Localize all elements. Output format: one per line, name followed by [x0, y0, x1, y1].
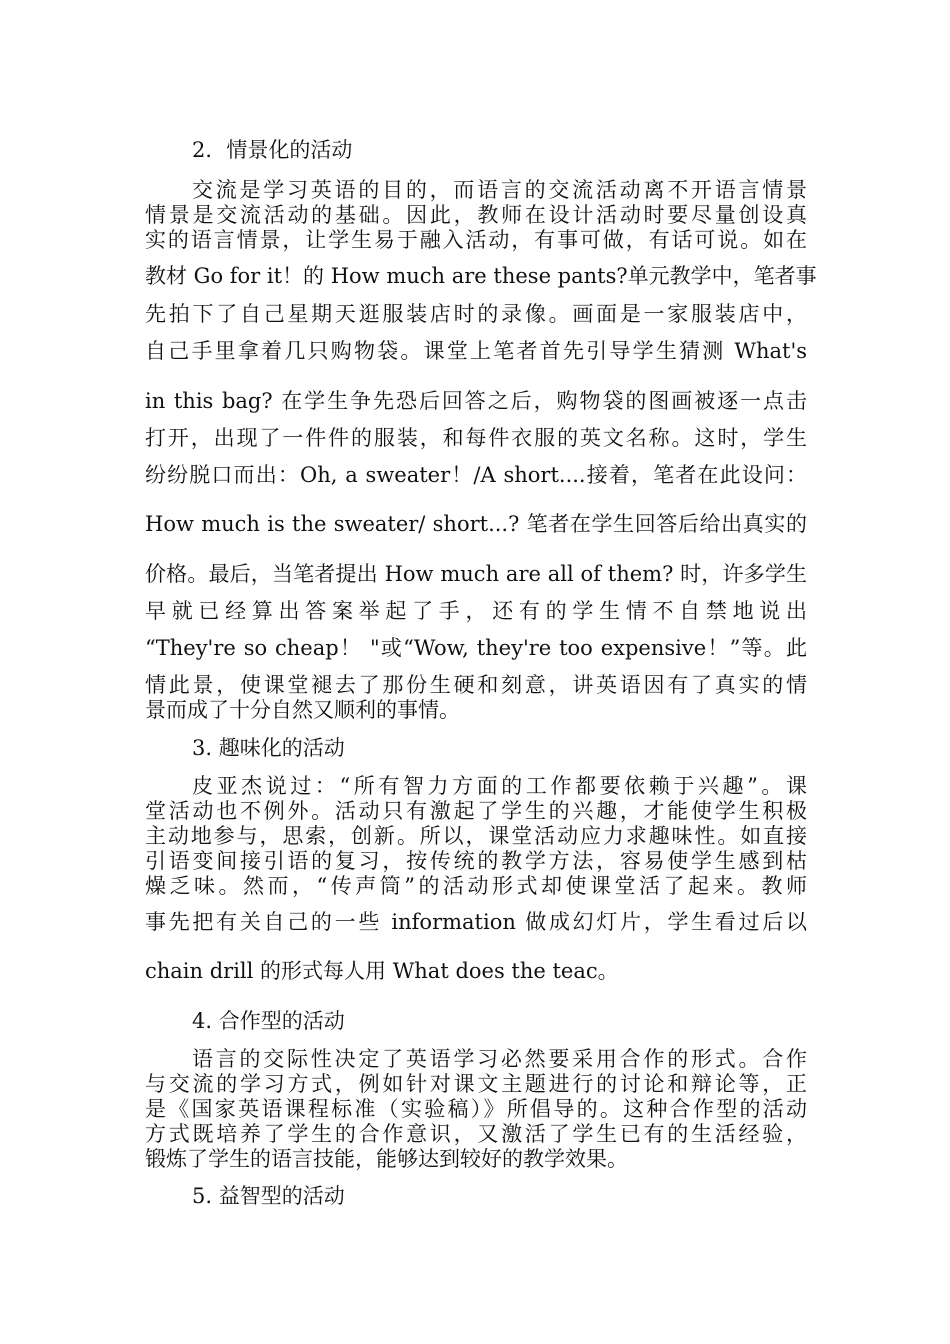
paragraph-line: 堂活动也不例外。活动只有激起了学生的兴趣，才能使学生积极	[145, 799, 807, 823]
paragraph-line: 景而成了十分自然又顺利的事情。	[145, 698, 460, 722]
paragraph-line: 实的语言情景，让学生易于融入活动，有事可做，有话可说。如在	[145, 228, 807, 252]
paragraph-line: 纷纷脱口而出：Oh, a sweater！/A short....接着，笔者在此设问：	[145, 463, 807, 487]
paragraph-line: 引语变间接引语的复习，按传统的教学方法，容易使学生感到枯	[145, 849, 807, 873]
paragraph-line: 价格。最后，当笔者提出 How much are all of them? 时，许多学生	[145, 562, 807, 586]
paragraph-line: 方式既培养了学生的合作意识，又激活了学生已有的生活经验，	[145, 1122, 807, 1146]
section-heading: 2．情景化的活动	[192, 138, 353, 162]
paragraph-line: 情此景，使课堂褪去了那份生硬和刻意，讲英语因有了真实的情	[145, 673, 807, 697]
paragraph-line: 打开，出现了一件件的服装，和每件衣服的英文名称。这时，学生	[145, 426, 807, 450]
paragraph-line: How much is the sweater/ short...? 笔者在学生回答后给出真实的	[145, 512, 807, 536]
paragraph-line: 是《国家英语课程标准（实验稿）》所倡导的。这种合作型的活动	[145, 1097, 807, 1121]
paragraph-line: 主动地参与，思索，创新。所以，课堂活动应力求趣味性。如直接	[145, 824, 807, 848]
paragraph-line: in this bag? 在学生争先恐后回答之后，购物袋的图画被逐一点击	[145, 389, 807, 413]
paragraph-line: “They're so cheap！ "或“Wow, they're too expensive！”等。此	[145, 636, 807, 660]
paragraph-line: chain drill 的形式每人用 What does the teac。	[145, 959, 619, 983]
paragraph-line: 交流是学习英语的目的，而语言的交流活动离不开语言情景	[192, 178, 807, 202]
paragraph-line: 燥乏味。然而，“传声筒”的活动形式却使课堂活了起来。教师	[145, 874, 807, 898]
section-heading: 3. 趣味化的活动	[192, 736, 345, 760]
paragraph-line: 教材 Go for it！的 How much are these pants?单元教学中，笔者事	[145, 264, 817, 288]
paragraph-line: 情景是交流活动的基础。因此，教师在设计活动时要尽量创设真	[145, 203, 807, 227]
paragraph-line: 自己手里拿着几只购物袋。课堂上笔者首先引导学生猜测 What's	[145, 339, 807, 363]
paragraph-line: 皮亚杰说过：“所有智力方面的工作都要依赖于兴趣”。课	[192, 774, 807, 798]
paragraph-line: 语言的交际性决定了英语学习必然要采用合作的形式。合作	[192, 1047, 807, 1071]
paragraph-line: 锻炼了学生的语言技能，能够达到较好的教学效果。	[145, 1147, 628, 1171]
paragraph-line: 事先把有关自己的一些 information 做成幻灯片，学生看过后以	[145, 910, 807, 934]
paragraph-line: 早就已经算出答案举起了手，还有的学生情不自禁地说出	[145, 599, 807, 623]
paragraph-line: 与交流的学习方式，例如针对课文主题进行的讨论和辩论等，正	[145, 1072, 807, 1096]
section-heading: 5. 益智型的活动	[192, 1184, 345, 1208]
paragraph-line: 先拍下了自己星期天逛服装店时的录像。画面是一家服装店中，	[145, 302, 807, 326]
section-heading: 4. 合作型的活动	[192, 1009, 345, 1033]
